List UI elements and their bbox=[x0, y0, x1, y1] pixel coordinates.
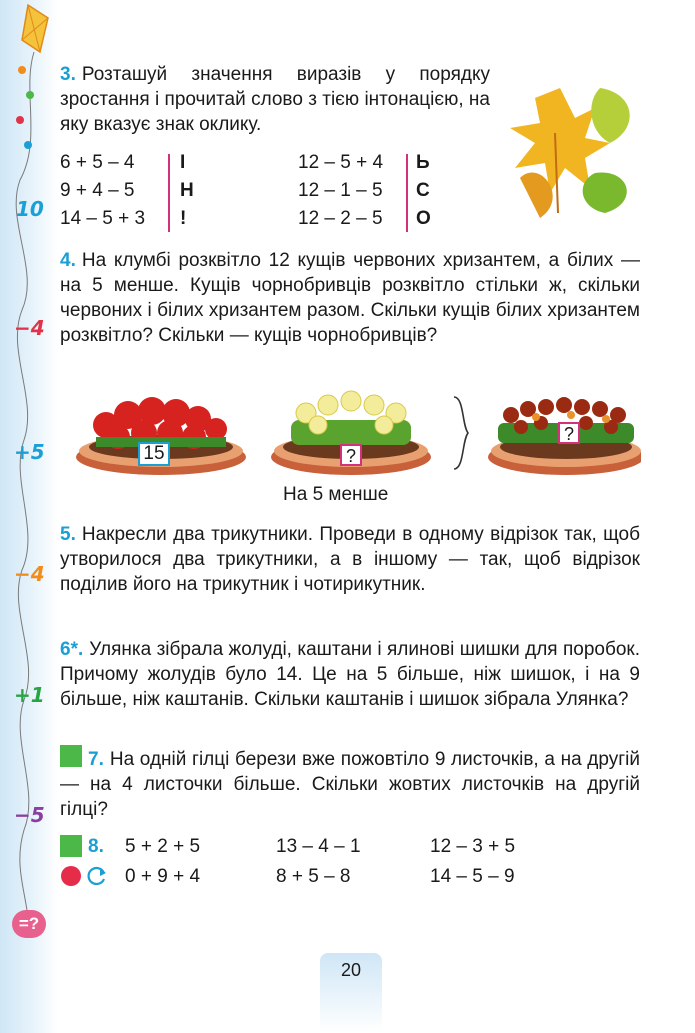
task-7-text: На одній гілці берези вже пожовтіло 9 листочків, а на другій — на 4 листочки більше. Скільки жовтих листочків на другій гілці? bbox=[60, 749, 640, 820]
task-3-left-letter-1: І bbox=[180, 152, 186, 173]
task-8-expr-4: 0 + 9 + 4 bbox=[125, 866, 201, 887]
task-4-number: 4. bbox=[60, 250, 76, 271]
white-bed-caption: На 5 менше bbox=[283, 484, 389, 505]
refresh-cycle-icon bbox=[86, 865, 108, 887]
page-number: 20 bbox=[340, 960, 362, 980]
task-3-left-letter-3: ! bbox=[180, 208, 187, 229]
task-3-text: Розташуй значення виразів у порядку зростання і прочитай слово з тією інтонацією, на яку вказує знак оклику. bbox=[60, 64, 490, 135]
task-3-number: 3. bbox=[60, 64, 76, 85]
sidebar-label-4: −4 bbox=[14, 562, 45, 586]
task-7 bbox=[60, 747, 640, 822]
task-6 bbox=[60, 637, 640, 712]
sidebar-label-1: 10 bbox=[16, 197, 44, 221]
task-3-right-expr-2: 12 – 1 – 5 bbox=[298, 180, 383, 201]
task-5-number: 5. bbox=[60, 524, 76, 545]
task-3-left-divider bbox=[168, 154, 170, 232]
sidebar-label-2: −4 bbox=[14, 316, 45, 340]
task-8-expr-1: 5 + 2 + 5 bbox=[125, 836, 201, 857]
task-3-left-letter-2: Н bbox=[180, 180, 194, 201]
sidebar-label-6: −5 bbox=[14, 803, 45, 827]
task-7-number: 7. bbox=[88, 749, 104, 770]
task-6-number: 6*. bbox=[60, 639, 84, 660]
task-8-number: 8. bbox=[88, 836, 104, 857]
task-8-expr-5: 8 + 5 – 8 bbox=[276, 866, 351, 887]
white-bed-unknown-label: ? bbox=[340, 444, 362, 466]
sidebar-decoration bbox=[0, 0, 58, 1033]
sidebar-label-5: +1 bbox=[14, 683, 45, 707]
task-3-right-expr-1: 12 – 5 + 4 bbox=[298, 152, 384, 173]
green-square-icon bbox=[60, 835, 82, 857]
task-4-text: На клумбі розквітло 12 кущів червоних хризантем, а білих — на 5 менше. Кущів чорнобривців розквітло стільки ж, скільки червоних і білих хризантем разом. Скільки кущів білих хризантем розквітло? Скільки — кущів чорнобривців? bbox=[60, 250, 640, 346]
task-3-left-expr-3: 14 – 5 + 3 bbox=[60, 208, 146, 229]
kite-string-icon bbox=[0, 0, 60, 1033]
task-3 bbox=[60, 62, 490, 137]
task-3-right-letter-2: С bbox=[416, 180, 430, 201]
task-3-right-divider bbox=[406, 154, 408, 232]
task-3-right-letter-1: Ь bbox=[416, 152, 430, 173]
sidebar-label-7: =? bbox=[18, 914, 40, 933]
task-3-left-expr-1: 6 + 5 – 4 bbox=[60, 152, 135, 173]
task-8-expr-6: 14 – 5 – 9 bbox=[430, 866, 515, 887]
task-4 bbox=[60, 248, 640, 348]
task-3-left-expr-2: 9 + 4 – 5 bbox=[60, 180, 135, 201]
sidebar-label-3: +5 bbox=[14, 440, 45, 464]
autumn-leaves-icon bbox=[500, 78, 640, 218]
task-5 bbox=[60, 522, 640, 597]
task-3-expressions bbox=[60, 152, 480, 232]
equals-question-badge bbox=[12, 910, 46, 938]
task-6-text: Улянка зібрала жолуді, каштани і ялинові шишки для поробок. Причому жолудів було 14. Це на 5 більше, ніж шишок, і на 9 більше, ніж каштанів. Скільки каштанів і шишок зібрала Улянка? bbox=[60, 639, 640, 710]
task-3-right-expr-3: 12 – 2 – 5 bbox=[298, 208, 383, 229]
red-bed-count-label: 15 bbox=[138, 442, 170, 466]
task-3-right-letter-3: О bbox=[416, 208, 431, 229]
red-dot-icon bbox=[61, 866, 81, 886]
task-8-expr-3: 12 – 3 + 5 bbox=[430, 836, 516, 857]
task-8-expr-2: 13 – 4 – 1 bbox=[276, 836, 361, 857]
task-5-text: Накресли два трикутники. Проведи в одному відрізок так, щоб утворилося два трикутники, а в іншому — так, щоб відрізок поділив його на трикутник і чотирикутник. bbox=[60, 524, 640, 595]
marigold-bed-unknown-label: ? bbox=[558, 422, 580, 444]
